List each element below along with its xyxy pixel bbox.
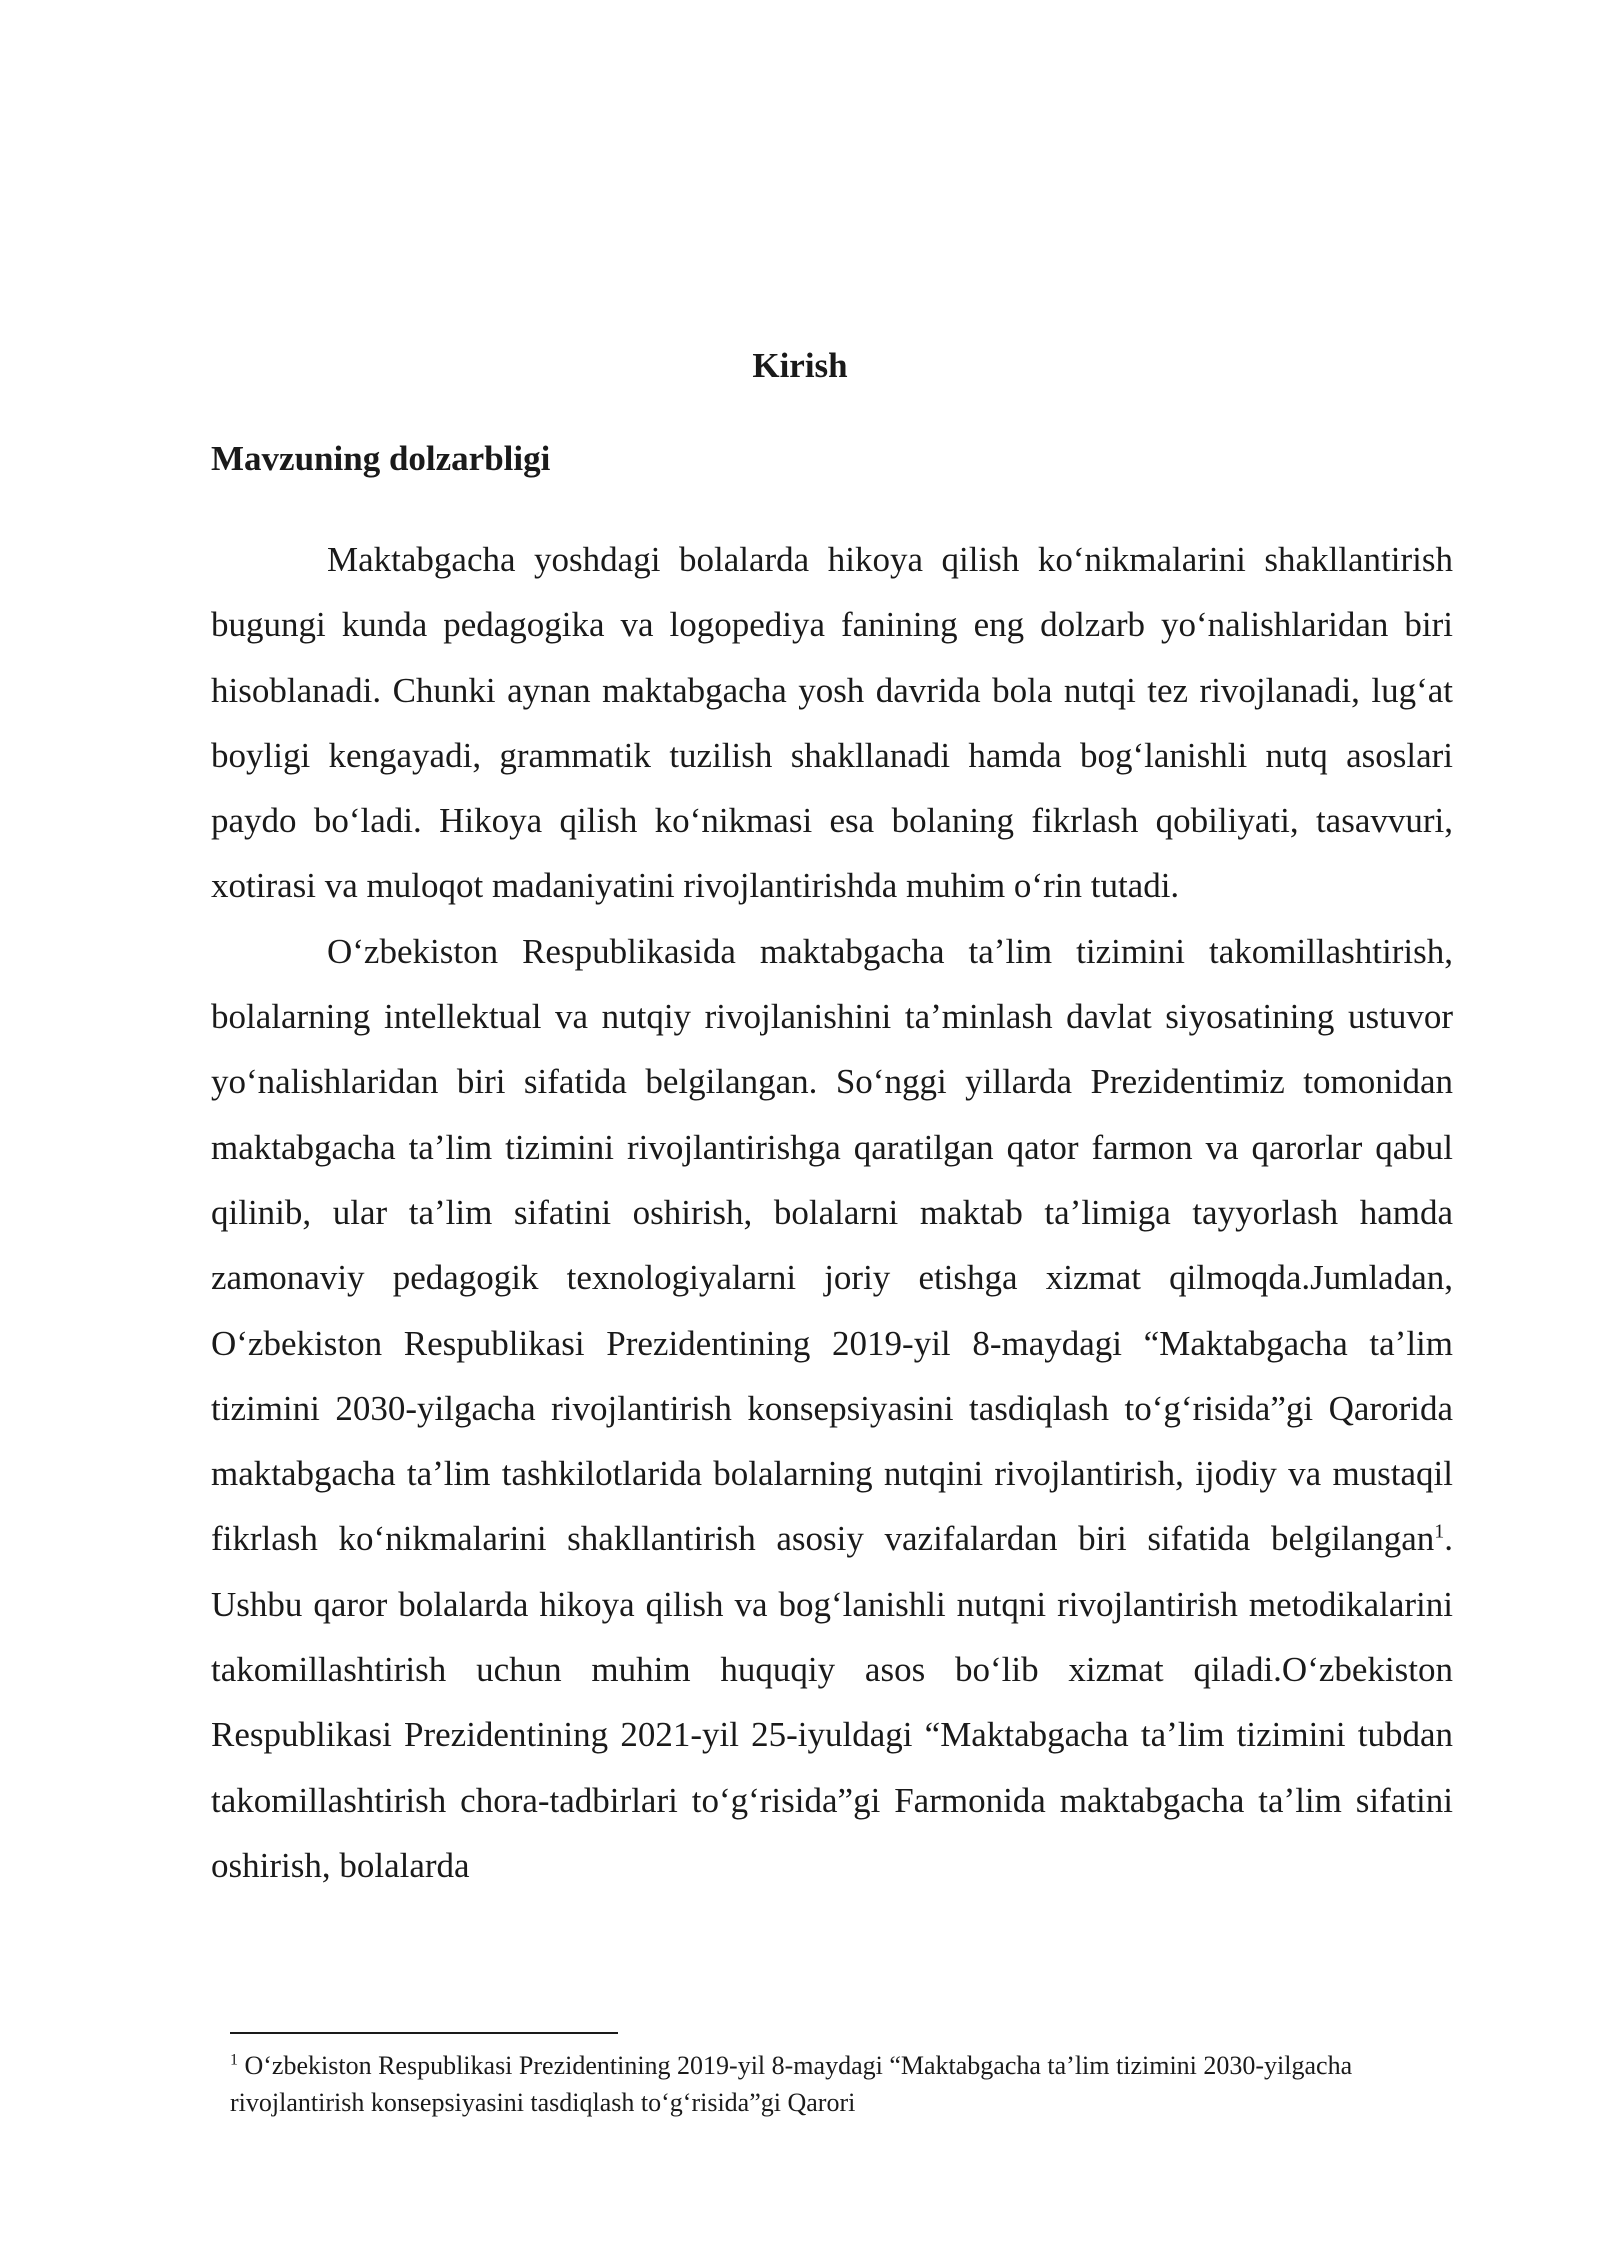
paragraph-1: Maktabgacha yoshdagi bolalarda hikoya qilish koʻnikmalarini shakllantirish bugungi kunda pedagogika va logopediya fanining eng dolzarb yoʻnalishlaridan biri hisoblanadi. Chunki aynan maktabgacha yosh davrida bola nutqi tez rivojlanadi, lugʻat boyligi kengayadi, grammatik tuzilish shakllanadi hamda bogʻlanishli nutq asoslari paydo boʻladi. Hikoya qilish koʻnikmasi esa bolaning fikrlash qobiliyati, tasavvuri, xotirasi va muloqot madaniyatini rivojlantirishda muhim oʻrin tutadi. <box>211 540 1453 906</box>
footnote-separator <box>230 2032 618 2034</box>
footnote <box>230 2047 1420 2121</box>
document-title: Kirish <box>752 346 848 385</box>
paragraph-2-text-before-ref: Oʻzbekiston Respublikasida maktabgacha taʼlim tizimini takomillashtirish, bolalarning intellektual va nutqiy rivojlanishini taʼminlash davlat siyosatining ustuvor yoʻnalishlaridan biri sifatida belgilangan. Soʻnggi yillarda Prezidentimiz tomonidan maktabgacha taʼlim tizimini rivojlantirishga qaratilgan qator farmon va qarorlar qabul qilinib, ular taʼlim sifatini oshirish, bolalarni maktab taʼlimiga tayyorlash hamda zamonaviy pedagogik texnologiyalarni joriy etishga xizmat qilmoqda.Jumladan, Oʻzbekiston Respublikasi Prezidentining 2019-yil 8-maydagi “Maktabgacha taʼlim tizimini 2030-yilgacha rivojlantirish konsepsiyasini tasdiqlash toʻgʻrisida”gi Qarorida maktabgacha taʼlim tashkilotlarida bolalarning nutqini rivojlantirish, ijodiy va mustaqil fikrlash koʻnikmalarini shakllantirish asosiy vazifalardan biri sifatida belgilangan <box>211 931 1453 1559</box>
section-heading: Mavzuning dolzarbligi <box>211 439 551 478</box>
body-text <box>211 527 1453 1898</box>
footnote-marker: 1 <box>230 2051 238 2069</box>
footnote-text: Oʻzbekiston Respublikasi Prezidentining 2019-yil 8-maydagi “Maktabgacha taʼlim tizimini 2030-yilgacha rivojlantirish konsepsiyasini tasdiqlash toʻgʻrisida”gi Qarori <box>230 2051 1353 2117</box>
paragraph-2-text-after-ref: . Ushbu qaror bolalarda hikoya qilish va bogʻlanishli nutqni rivojlantirish metodikalarini takomillashtirish uchun muhim huquqiy asos boʻlib xizmat qiladi.Oʻzbekiston Respublikasi Prezidentining 2021-yil 25-iyuldagi “Maktabgacha taʼlim tizimini tubdan takomillashtirish chora-tadbirlari toʻgʻrisida”gi Farmonida maktabgacha taʼlim sifatini oshirish, bolalarda <box>211 1519 1453 1885</box>
footnote-reference[interactable]: 1 <box>1434 1520 1445 1543</box>
paragraph-2 <box>211 919 1453 1898</box>
